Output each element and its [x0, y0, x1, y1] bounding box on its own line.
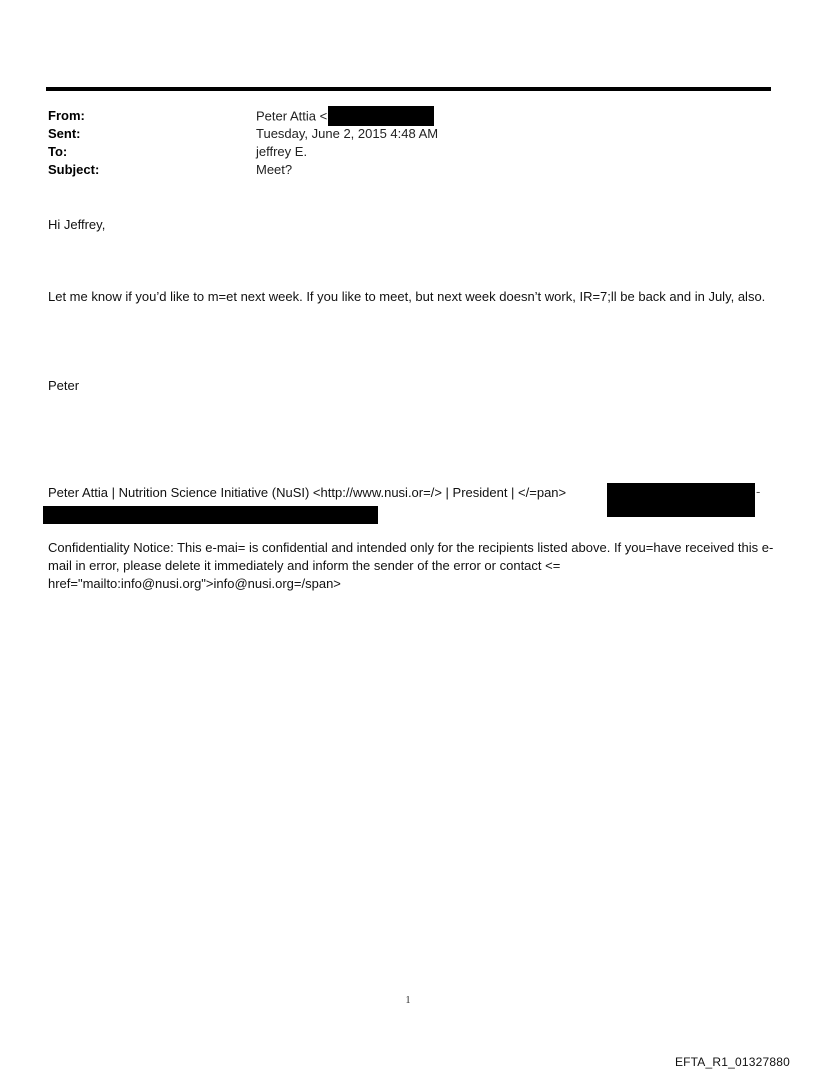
redacted-signature-contact: [607, 483, 755, 517]
subject-label: Subject:: [48, 162, 100, 177]
from-label: From:: [48, 108, 85, 123]
confidentiality-notice: Confidentiality Notice: This e-mai= is confidential and intended only for the recipients listed above. If you=have received this e-mail in error, please delete it immediately and inform the sender of the error or contact <= href="mailto:info@nusi.org">info@nusi.org=/span>: [48, 540, 774, 591]
signoff: Peter: [48, 378, 80, 393]
email-header: [48, 107, 768, 179]
to-label: To:: [48, 144, 68, 159]
from-value: [256, 107, 434, 125]
header-divider: [46, 87, 771, 91]
from-row: [48, 107, 768, 125]
redacted-signature-line: [43, 506, 378, 524]
message-paragraph: Let me know if you’d like to m=et next week. If you like to meet, but next week doesn’t work, IR=7;ll be back and in July, also.: [48, 289, 766, 304]
sent-value: Tuesday, June 2, 2015 4:48 AM: [256, 126, 439, 141]
to-row: [48, 143, 768, 161]
redacted-sender-email: [328, 106, 434, 126]
page-number: 1: [405, 995, 411, 1006]
signature-line: Peter Attia | Nutrition Science Initiative (NuSI) <http://www.nusi.or=/> | President | </=pan>: [48, 485, 567, 500]
sent-label: Sent:: [48, 126, 81, 141]
greeting: Hi Jeffrey,: [48, 217, 106, 232]
to-value: jeffrey E.: [256, 144, 308, 159]
sent-row: [48, 125, 768, 143]
document-id: EFTA_R1_01327880: [674, 1055, 790, 1069]
subject-row: [48, 161, 768, 179]
sender-name: Peter Attia <: [256, 108, 328, 124]
subject-value: Meet?: [256, 162, 293, 177]
signature-trailing-dash: -: [756, 484, 761, 499]
